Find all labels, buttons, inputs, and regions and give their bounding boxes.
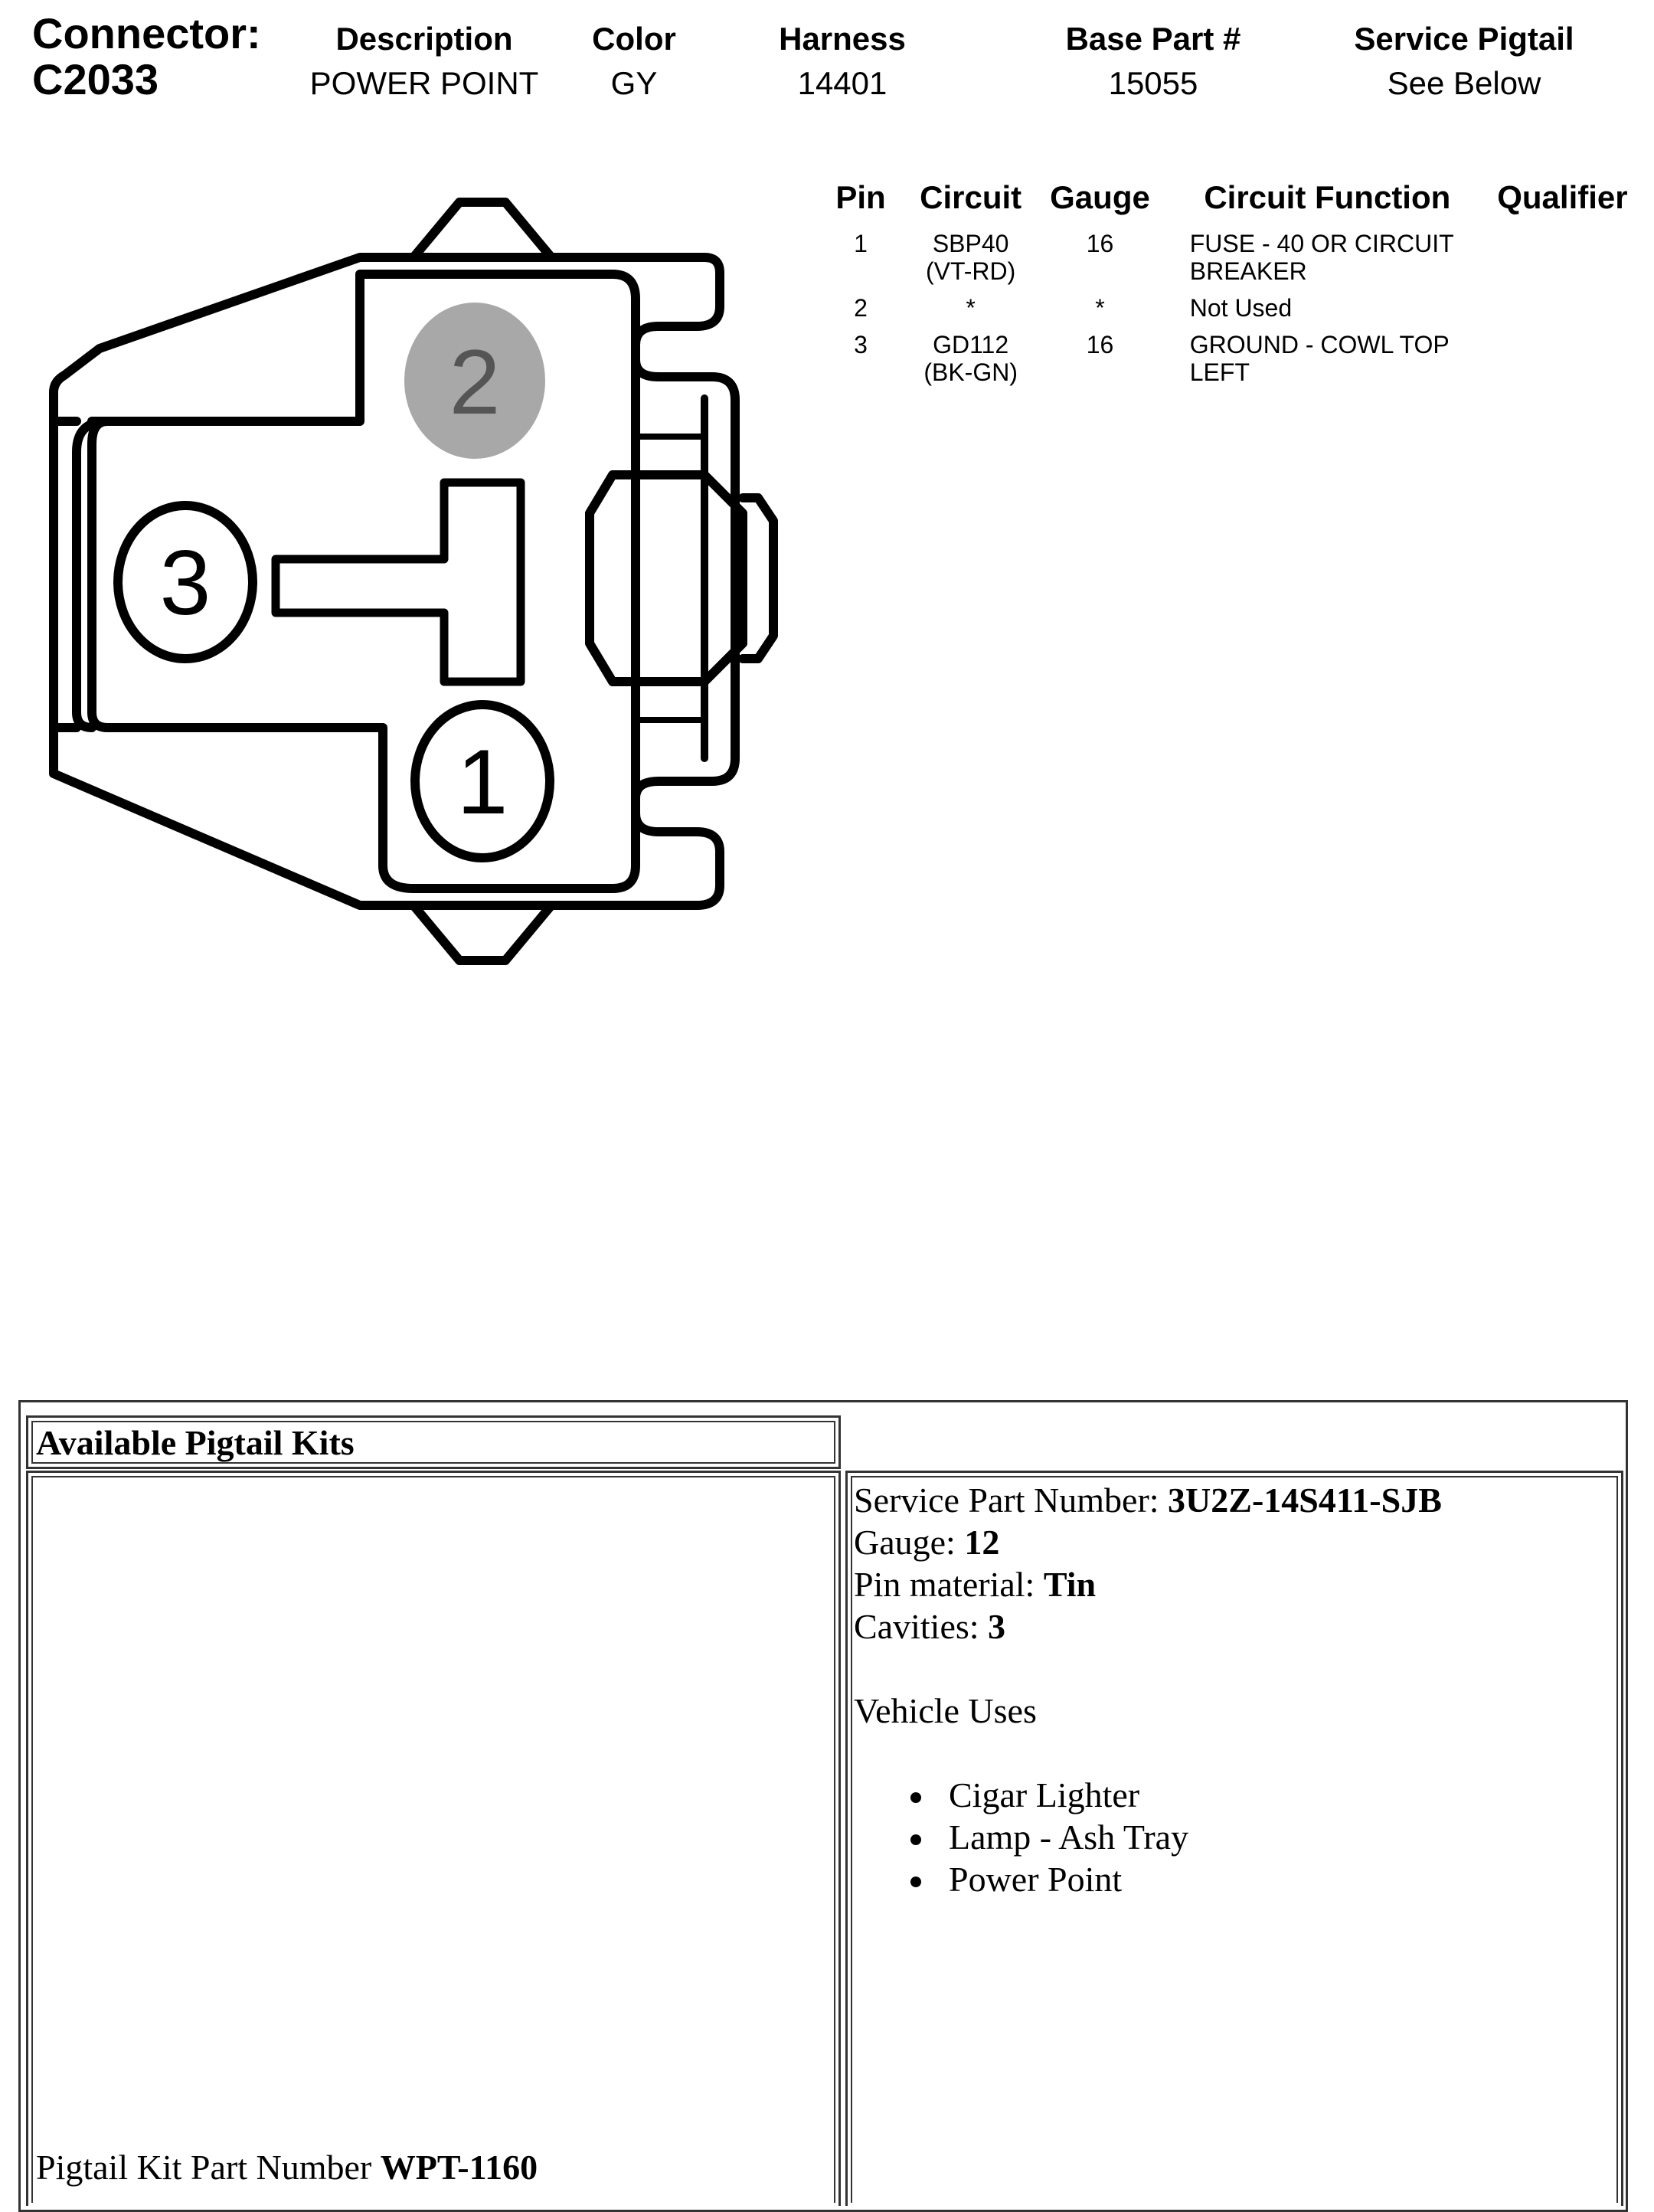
gauge-label: Gauge: [854,1523,956,1562]
header-heading: Description [335,21,513,57]
pigtail-kit-part [36,2147,538,2187]
pin-material-line [854,1563,1442,1605]
pigtail-info [854,1479,1442,1900]
box-inner-border [31,1476,835,2203]
header-heading: Color [592,21,676,57]
circuit-function: Not Used [1189,294,1293,322]
header-col-harness [704,0,980,103]
gauge: 16 [1086,230,1114,257]
kit-part-label: Pigtail Kit Part Number [36,2148,372,2187]
pin-table-header [812,173,1639,230]
cavity-label-1: 1 [456,731,508,833]
header-col-base-part [1015,0,1291,103]
header-col-service-pigtail [1326,0,1602,103]
cavity-label-2: 2 [449,331,501,434]
pin-material-label: Pin material: [854,1565,1035,1604]
connector-id: C2033 [32,55,159,103]
service-part-label: Service Part Number: [854,1481,1159,1520]
cavities-label: Cavities: [854,1607,979,1646]
pin-col-header: Pin [835,179,886,215]
qualifier [1486,230,1639,294]
table-row [812,294,1639,331]
function-col-header: Circuit Function [1204,179,1451,215]
connector-label: Connector: [32,9,261,57]
vehicle-uses-label: Vehicle Uses [854,1691,1037,1730]
header-value: 14401 [797,65,887,101]
pin-number: 1 [854,230,868,257]
header-heading: Harness [779,21,906,57]
header-heading: Base Part # [1065,21,1241,57]
pigtail-kits-title: Available Pigtail Kits [36,1423,355,1462]
header-heading: Service Pigtail [1354,21,1574,57]
cavity-label-3: 3 [159,532,211,634]
cavities-line [854,1605,1442,1648]
list-item: Lamp - Ash Tray [910,1816,1442,1858]
gauge-line [854,1521,1442,1563]
pigtail-kit-image-box [26,1471,841,2206]
list-item: Power Point [910,1858,1442,1900]
gauge: 16 [1086,331,1114,358]
qualifier-col-header: Qualifier [1497,179,1628,215]
circuit-function: GROUND - COWL TOP LEFT [1189,331,1450,386]
list-item: Cigar Lighter [910,1774,1442,1816]
pin-number: 3 [854,331,868,358]
header-value: See Below [1387,65,1541,101]
circuit-function: FUSE - 40 OR CIRCUIT BREAKER [1189,230,1454,285]
header-value: GY [610,65,658,101]
gauge-value: 12 [964,1523,1000,1562]
table-row [812,230,1639,294]
pin-table [812,173,1639,395]
circuit: SBP40 (VT-RD) [925,230,1016,285]
header-value: 15055 [1108,65,1198,101]
gauge-col-header: Gauge [1050,179,1150,215]
pin-number: 2 [854,294,868,322]
pigtail-kits-title-box [26,1415,841,1469]
key-slot [276,483,521,682]
qualifier [1486,331,1639,395]
lock-tab-outer [590,475,743,682]
circuit-col-header: Circuit [920,179,1022,215]
service-part-line [854,1479,1442,1521]
top-latch [414,202,551,257]
vehicle-uses-list [854,1774,1442,1900]
qualifier [1486,294,1639,331]
bottom-latch [414,905,551,960]
pin-material-value: Tin [1043,1565,1097,1604]
service-part-number: 3U2Z-14S411-SJB [1168,1481,1442,1520]
gauge: * [1095,294,1105,322]
circuit: GD112 (BK-GN) [923,331,1018,386]
connector-face-diagram [31,191,796,973]
header-value: POWER POINT [309,65,539,101]
circuit: * [966,294,976,322]
kit-part-number: WPT-1160 [380,2148,538,2187]
table-row [812,331,1639,395]
pigtail-kit-info-box [845,1471,1623,2206]
cavities-value: 3 [988,1607,1006,1646]
